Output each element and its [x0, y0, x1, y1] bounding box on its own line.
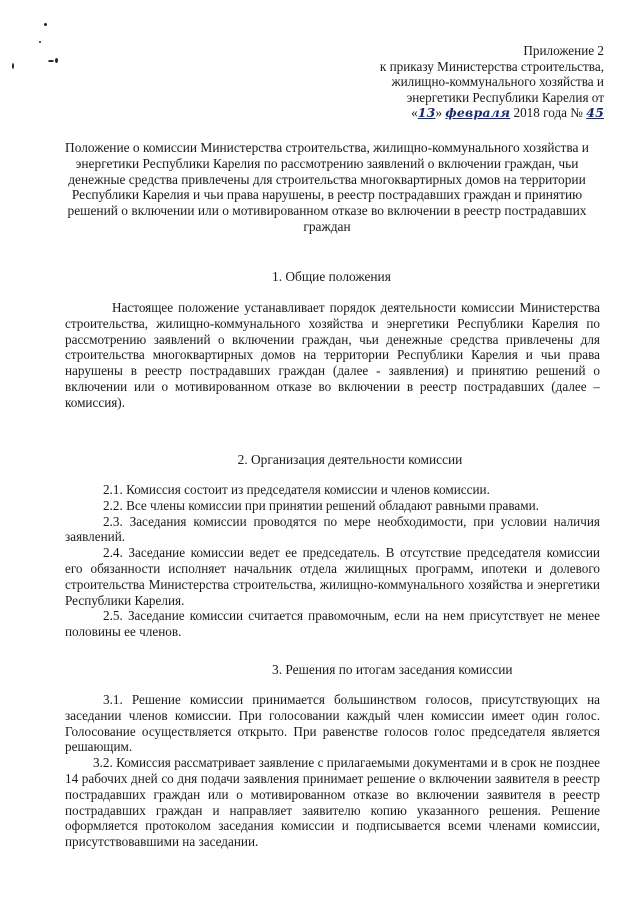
appendix-date-line [380, 105, 604, 121]
appendix-block [380, 43, 604, 121]
scan-speck [48, 60, 54, 62]
list-item: 3.2. Комиссия рассматривает заявление с прилагаемыми документами и в срок не позднее 14 рабочих дней со дня подачи заявления принимает решение о включении заявителя в реестр пострадавших граждан или о мотивированном отказе во включении заявителя в реестр пострадавших граждан и направляет заявителю копию указанного решения. Решение оформляется протоколом заседания комиссии и подписывается всеми членами комиссии, присутствовавшими на заседании. [65, 755, 600, 850]
section-list [65, 482, 600, 640]
handwritten-number: 45 [586, 105, 604, 120]
section-heading: 2. Организация деятельности комиссии [237, 452, 463, 467]
list-item: 2.2. Все члены комиссии при принятии решений обладают равными правами. [103, 497, 539, 513]
section-list [65, 692, 600, 850]
scan-speck [44, 23, 47, 26]
document-title: Положение о комиссии Министерства строительства, жилищно-коммунального хозяйства и энергетики Республики Карелия по рассмотрению заявлений о включении граждан, чьи денежные средства привлечены для строительства многоквартирных домов на территории Республики Карелия и чьи права нарушены, в реестр пострадавших граждан и принятию решений о включении или о мотивированном отказе во включении в реестр пострадавших граждан [65, 140, 589, 234]
scan-speck [55, 58, 58, 63]
scan-speck [39, 41, 41, 43]
handwritten-day: 13 [417, 105, 436, 120]
appendix-line: Приложение 2 [523, 43, 604, 58]
appendix-line: к приказу Министерства строительства, [379, 58, 604, 74]
date-quote-close: » [435, 105, 443, 120]
appendix-line: энергетики Республики Карелия от [406, 89, 604, 105]
list-item: 3.1. Решение комиссии принимается большинством голосов, присутствующих на заседании членов комиссии. При голосовании каждый член комиссии имеет один голос. Голосование осуществляется открыто. При равенстве голосов голос председателя является решающим. [65, 692, 600, 755]
scan-speck [12, 63, 14, 69]
list-item: 2.3. Заседания комиссии проводятся по мере необходимости, при условии наличия заявлений. [65, 513, 600, 545]
list-item: 2.4. Заседание комиссии ведет ее председатель. В отсутствие председателя комиссии его обязанности исполняет начальник отдела жилищных программ, ипотеки и долевого строительства Министерства строительства, жилищно-коммунального хозяйства и энергетики Республики Карелия. [65, 545, 600, 608]
date-year: 2018 года № [513, 105, 583, 120]
date-quote-open: « [411, 105, 418, 120]
section-paragraph: Настоящее положение устанавливает порядок деятельности комиссии Министерства строительства, жилищно-коммунального хозяйства и энергетики Республики Карелия по рассмотрению заявлений о включении граждан, чьи денежные средства привлечены для строительства многоквартирных домов на территории Республики Карелия и чьи права нарушены в реестр пострадавших граждан (далее - заявления) и принятию решений о включении или о мотивированном отказе во включении в реестр пострадавших (далее – комиссия). [65, 300, 600, 410]
section-heading: 3. Решения по итогам заседания комиссии [272, 662, 513, 677]
appendix-line: жилищно-коммунального хозяйства и [391, 74, 604, 89]
handwritten-month: февраля [445, 105, 511, 120]
section-heading: 1. Общие положения [272, 269, 391, 284]
list-item: 2.5. Заседание комиссии считается правомочным, если на нем присутствует не менее половины ее членов. [65, 608, 600, 640]
list-item: 2.1. Комиссия состоит из председателя комиссии и членов комиссии. [103, 482, 490, 497]
